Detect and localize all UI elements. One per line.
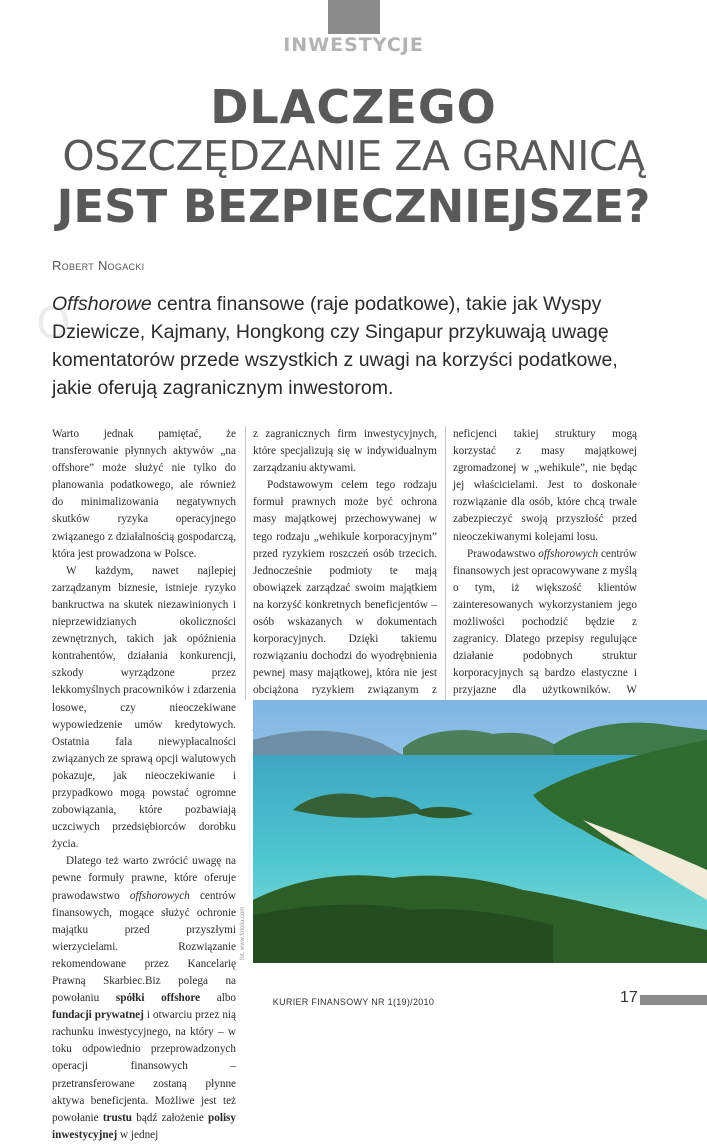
text-run: Prawodawstwo bbox=[467, 547, 539, 560]
lead-paragraph bbox=[52, 290, 662, 402]
text-run: centrów finansowych, mogące służyć ochronie majątku przed przyszłymi wierzycielami. Rozwiązanie rekomendowane przez Kancelarię Prawną Skarbiec.Biz polega na powołaniu bbox=[52, 889, 236, 1005]
footer-accent-bar bbox=[640, 995, 707, 1005]
text-run: Dlatego też warto zwrócić uwagę na pewne formuły prawne, które oferuje prawodawstwo bbox=[52, 855, 236, 902]
author-byline: Robert Nogacki bbox=[52, 258, 145, 273]
column1-paragraph-1: Warto jednak pamiętać, że transferowanie płynnych aktywów „na offshore” może służyć nie tylko do planowania podatkowego, ale również do minimalizowania negatywnych skutków ryzyka operacyjnego związanego z działalnością gospodarczą, która jest prowadzona w Polsce. bbox=[52, 428, 236, 560]
headline-line-3: JEST BEZPIECZNIEJSZE? bbox=[56, 180, 651, 233]
bold-term: polisy inwestycyjnej bbox=[52, 1111, 236, 1141]
italic-run: offshorowych bbox=[129, 889, 190, 902]
text-run: bądź założenie bbox=[132, 1111, 209, 1124]
headline-line-1: DLACZEGO bbox=[210, 80, 497, 134]
text-run: w jednej bbox=[117, 1128, 159, 1141]
headline-line-2: OSZCZĘDZANIE ZA GRANICĄ bbox=[62, 132, 645, 180]
column-divider-2 bbox=[445, 426, 446, 700]
photo-credit: fot. www.fotolia.com bbox=[240, 906, 246, 960]
column2-paragraph-2: Podstawowym celem tego rodzaju formuł prawnych może być ochrona masy majątkowej przechowywanej w tego rodzaju „wehikule korporacyjnym” przed ryzykiem roszczeń osób trzecich. Jednocześnie podmioty te mają obowiązek zarządzać swoim majątkiem na korzyść konkretnych beneficjentów – osób wskazanych w dokumentach korporacyjnych. Dzięki takiemu rozwiązaniu dochodzi do wyodrębnienia pewnej masy majątkowej, która nie jest obciążona ryzykiem związanym z bbox=[253, 479, 437, 697]
italic-run: offshorowych bbox=[538, 547, 599, 560]
text-run: albo bbox=[200, 992, 237, 1005]
lead-italic-word: Offshorowe bbox=[52, 293, 152, 315]
column2-paragraph-1: z zagranicznych firm inwestycyjnych, które specjalizują się w indywidualnym zarządzaniu aktywami. bbox=[253, 428, 437, 475]
bold-term: fundacji prywatnej bbox=[52, 1009, 144, 1022]
article-column-1 bbox=[52, 426, 236, 1144]
column3-paragraph-1: neficjenci takiej struktury mogą korzystać z masy majątkowej zgromadzonej w „wehikule”, nie będąc jej właścicielami. Jest to doskonałe rozwiązanie dla osób, które chcą trwale zabezpieczyć swoją przyszłość przed nieoczekiwanymi kolejami losu. bbox=[453, 428, 637, 543]
text-run: centrów finansowych jest opracowywane z myślą o tym, iż większość klientów zainteresowanych wykorzystaniem jego możliwości pochodzić będzie z zagranicy. Dlatego przepisy regulujące działanie podobnych struktur korporacyjnych są bardzo elastyczne i przyjazne dla użytkowników. W bbox=[453, 547, 637, 697]
column-divider-1 bbox=[245, 426, 246, 700]
lead-text: centra finansowe (raje podatkowe), takie jak Wyspy Dziewicze, Kajmany, Hongkong czy Singapur przykuwają uwagę komentatorów przede wszystkich z uwagi na korzyści podatkowe, jakie oferują zagranicznym inwestorom. bbox=[52, 293, 618, 399]
page-number: 17 bbox=[620, 989, 638, 1006]
bold-term: trustu bbox=[102, 1111, 133, 1124]
footer-publication: KURIER FINANSOWY NR 1(19)/2010 bbox=[272, 997, 435, 1007]
tropical-bay-photo bbox=[253, 700, 707, 963]
bold-term: spółki offshore bbox=[115, 992, 201, 1005]
column1-paragraph-2: W każdym, nawet najlepiej zarządzanym biznesie, istnieje ryzyko bankructwa na skutek niezawinionych i nieprzewidzianych okoliczności zewnętrznych, takich jak opóźnienia kontrahentów, działania konkurencji, szkody wyrządzone przez lekkomyślnych pracowników i zdarzenia losowe, czy nieoczekiwane wypowiedzenie umów kredytowych. Ostatnia fala niewypłacalności związanych ze sprawą opcji walutowych pokazuje, jak nieoczekiwanie i przypadkowo mogą powstać ogromne zobowiązania, które pozbawiają uczciwych przedsiębiorców dorobku życia. bbox=[52, 564, 236, 851]
section-label: INWESTYCJE bbox=[283, 34, 424, 56]
section-tab-marker bbox=[328, 0, 380, 34]
lead-watermark-letter: O bbox=[36, 298, 71, 349]
island-landscape-illustration bbox=[253, 700, 707, 963]
text-run: i otwarciu przez nią rachunku inwestycyjnego, na który – w toku odpowiednio przeprowadzonych operacji finansowych – przetransferowane zostaną płynne aktywa beneficjenta. Możliwe jest też powołanie bbox=[52, 1009, 236, 1124]
